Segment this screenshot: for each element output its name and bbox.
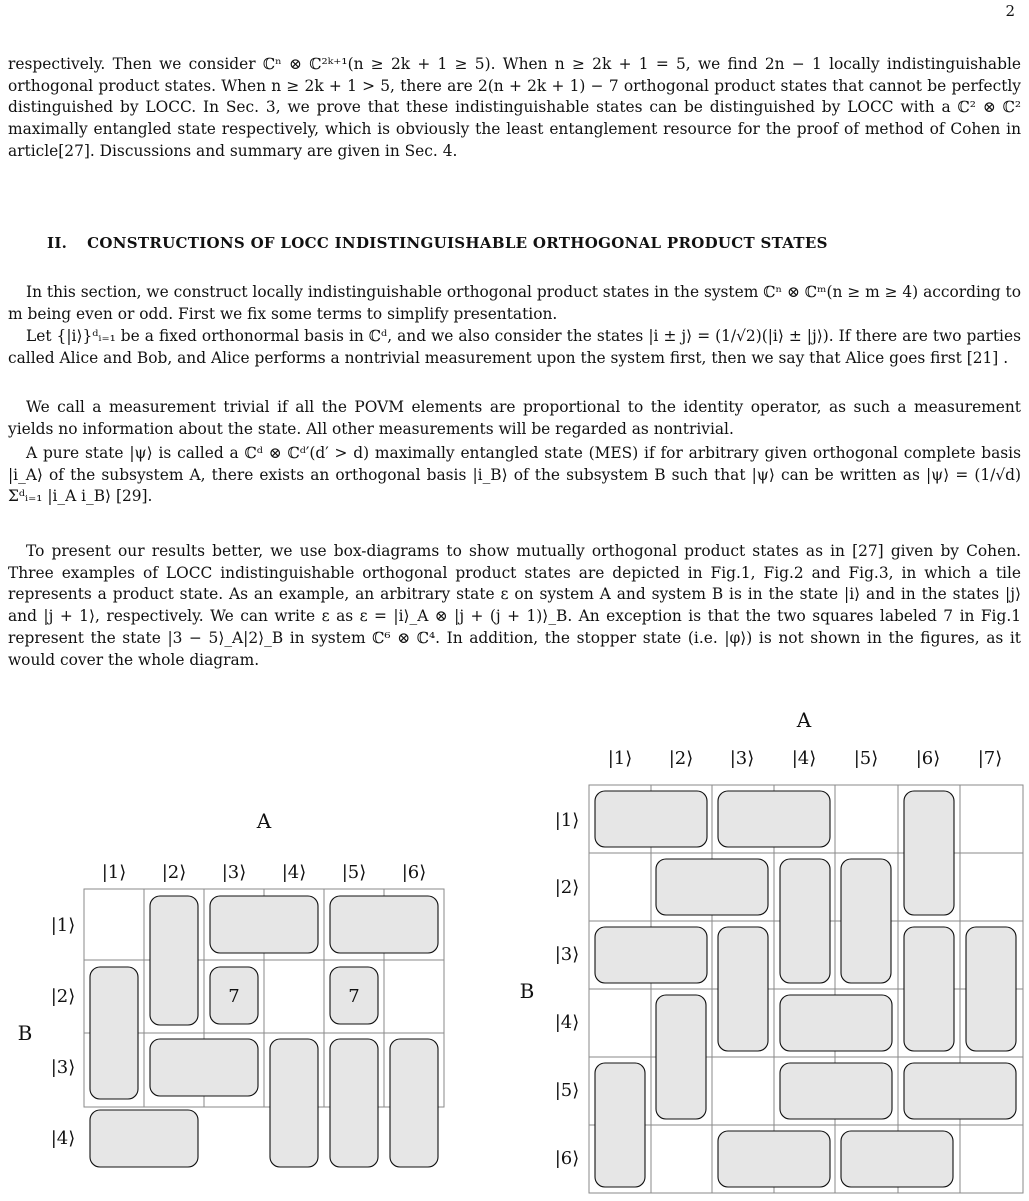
- fig2-tile: [595, 791, 707, 847]
- fig2-col-label: |7⟩: [977, 748, 1003, 769]
- fig2-tile: [780, 859, 830, 983]
- fig2-tile: [904, 1063, 1016, 1119]
- fig1-tile: [150, 896, 198, 1025]
- fig2-row-label: |2⟩: [554, 877, 580, 898]
- fig2-tile: [904, 791, 954, 915]
- fig1-axis-b-label: B: [17, 1021, 33, 1045]
- fig2-col-label: |6⟩: [915, 748, 941, 769]
- fig2-tile: [718, 791, 830, 847]
- fig2-col-label: |3⟩: [729, 748, 755, 769]
- fig2-tile: [904, 927, 954, 1051]
- fig2-col-label: |5⟩: [853, 748, 879, 769]
- fig1-tile: [210, 896, 318, 953]
- fig2-tile: [841, 1131, 953, 1187]
- fig2-col-label: |1⟩: [607, 748, 633, 769]
- fig1-col-label: |5⟩: [341, 862, 367, 883]
- figure-1-box-diagram: [0, 800, 460, 1149]
- fig1-tile: [90, 967, 138, 1099]
- paragraph-box-diagrams: To present our results better, we use box-diagrams to show mutually orthogonal product states as in [27] given by Cohen. Three examples of LOCC indistinguishable orthogonal product states are depicted in Fig.1, Fig.2 and Fig.3, in which a tile represents a product state. As an example, an arbitrary state ε on system A and system B is in the state |i⟩ and in the states |j⟩ and |j + 1⟩, respectively. We can write ε as ε = |i⟩_A ⊗ |j + (j + 1)⟩_B. An exception is that the two squares labeled 7 in Fig.1 represent the state |3 − 5⟩_A|2⟩_B in system ℂ⁶ ⊗ ℂ⁴. In addition, the stopper state (i.e. |φ⟩) is not shown in the figures, as it would cover the whole diagram.: [8, 542, 1021, 669]
- fig1-col-label: |2⟩: [161, 862, 187, 883]
- paragraph-trivial-measurement: We call a measurement trivial if all the POVM elements are proportional to the identity operator, as such a measurement yields no information about the state. All other measurements will be regarded as nontrivial.: [8, 398, 1021, 438]
- section-number: II.: [47, 234, 68, 252]
- fig1-col-label: |1⟩: [101, 862, 127, 883]
- fig2-row-label: |4⟩: [554, 1012, 580, 1033]
- fig1-row-label: |4⟩: [50, 1128, 76, 1149]
- fig2-tile: [780, 1063, 892, 1119]
- figure-2-box-diagram: [500, 700, 1029, 1201]
- fig2-axis-a-label: A: [796, 708, 812, 732]
- fig2-tile: [595, 1063, 645, 1187]
- fig2-row-label: |5⟩: [554, 1080, 580, 1101]
- fig1-row-label: |3⟩: [50, 1057, 76, 1078]
- section-title: CONSTRUCTIONS OF LOCC INDISTINGUISHABLE ORTHOGONAL PRODUCT STATES: [87, 234, 828, 252]
- fig2-tile: [718, 927, 768, 1051]
- fig1-tile: [150, 1039, 258, 1096]
- fig1-tile: [90, 1110, 198, 1167]
- fig2-col-label: |4⟩: [791, 748, 817, 769]
- fig1-tile: [390, 1039, 438, 1167]
- fig1-row-label: |1⟩: [50, 915, 76, 936]
- fig2-row-label: |3⟩: [554, 944, 580, 965]
- fig1-row-label: |2⟩: [50, 986, 76, 1007]
- paragraph-mes-definition: A pure state |ψ⟩ is called a ℂᵈ ⊗ ℂᵈ′(d′ > d) maximally entangled state (MES) if for arbitrary given orthogonal complete basis |i_A⟩ of the subsystem A, there exists an orthogonal basis |i_B⟩ of the subsystem B such that |ψ⟩ can be written as |ψ⟩ = (1/√d) Σᵈᵢ₌₁ |i_A i_B⟩ [29].: [8, 444, 1021, 506]
- fig1-col-label: |4⟩: [281, 862, 307, 883]
- fig1-tile: [330, 1039, 378, 1167]
- fig2-axis-b-label: B: [519, 979, 535, 1003]
- fig2-tile: [656, 995, 706, 1119]
- fig1-tile: [270, 1039, 318, 1167]
- paragraph-basis: Let {|i⟩}ᵈᵢ₌₁ be a fixed orthonormal basis in ℂᵈ, and we also consider the states |i ± j⟩ = (1/√2)(|i⟩ ± |j⟩). If there are two parties called Alice and Bob, and Alice performs a nontrivial measurement upon the system first, then we say that Alice goes first [21] .: [8, 327, 1021, 367]
- fig1-col-label: |6⟩: [401, 862, 427, 883]
- fig2-tile: [780, 995, 892, 1051]
- fig2-tile: [966, 927, 1016, 1051]
- fig2-row-label: |6⟩: [554, 1148, 580, 1169]
- fig2-tile: [718, 1131, 830, 1187]
- fig1-col-label: |3⟩: [221, 862, 247, 883]
- fig1-axis-a-label: A: [256, 809, 272, 833]
- fig2-tile: [595, 927, 707, 983]
- fig1-tile-label: 7: [228, 986, 240, 1007]
- fig2-tile: [841, 859, 891, 983]
- paragraph-intro-section: In this section, we construct locally indistinguishable orthogonal product states in the system ℂⁿ ⊗ ℂᵐ(n ≥ m ≥ 4) according to m being even or odd. First we fix some terms to simplify presentation.: [8, 283, 1021, 323]
- page-number: 2: [1005, 2, 1015, 20]
- section-heading: [47, 234, 828, 252]
- fig2-row-label: |1⟩: [554, 810, 580, 831]
- fig1-tile-label: 7: [348, 986, 360, 1007]
- fig1-tile: [330, 896, 438, 953]
- fig2-col-label: |2⟩: [668, 748, 694, 769]
- intro-paragraph: respectively. Then we consider ℂⁿ ⊗ ℂ²ᵏ⁺¹(n ≥ 2k + 1 ≥ 5). When n ≥ 2k + 1 = 5, we find 2n − 1 locally indistinguishable orthogonal product states. When n ≥ 2k + 1 > 5, there are 2(n + 2k + 1) − 7 orthogonal product states that cannot be perfectly distinguished by LOCC. In Sec. 3, we prove that these indistinguishable states can be distinguished by LOCC with a ℂ² ⊗ ℂ² maximally entangled state respectively, which is obviously the least entanglement resource for the proof of method of Cohen in article[27]. Discussions and summary are given in Sec. 4.: [8, 55, 1021, 160]
- fig2-tile: [656, 859, 768, 915]
